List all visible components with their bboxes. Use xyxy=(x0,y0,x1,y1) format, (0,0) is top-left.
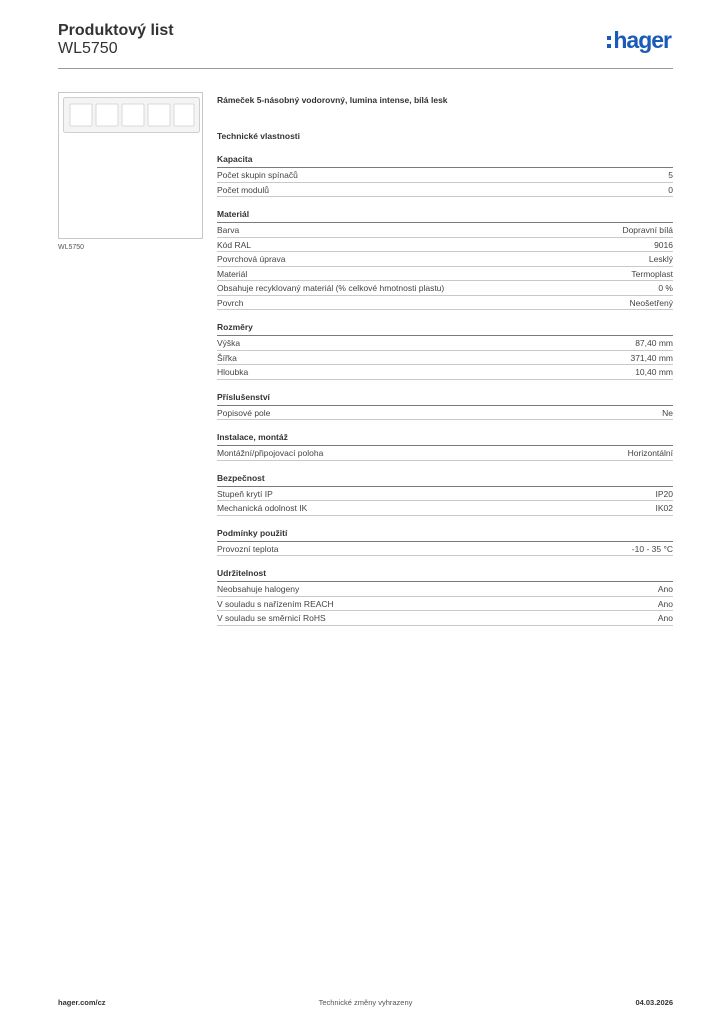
section-title: Bezpečnost xyxy=(217,472,673,487)
spec-label: Materiál xyxy=(217,268,248,279)
document-title: Produktový list xyxy=(58,22,174,39)
spec-label: V souladu s nařízením REACH xyxy=(217,598,334,609)
spec-value: 5 xyxy=(668,170,673,180)
spec-row xyxy=(217,351,673,366)
spec-row xyxy=(217,183,673,198)
spec-label: Montážní/připojovací poloha xyxy=(217,448,324,458)
spec-value: 371,40 mm xyxy=(630,352,673,363)
footer-website-link[interactable]: hager.com/cz xyxy=(58,998,106,1007)
spec-value: Neošetřený xyxy=(629,297,673,308)
spec-value: Ano xyxy=(657,598,673,609)
footer-notice: Technické změny vyhrazeny xyxy=(318,998,413,1007)
spec-row xyxy=(217,582,673,597)
page-header xyxy=(58,22,673,70)
spec-section xyxy=(217,391,673,421)
spec-value: IP20 xyxy=(655,488,673,499)
page-footer xyxy=(58,998,673,1010)
footer-date: 04.03.2026 xyxy=(635,998,673,1007)
spec-value: Ano xyxy=(657,613,673,623)
spec-row xyxy=(217,223,673,238)
spec-label: V souladu se směrnicí RoHS xyxy=(217,613,326,623)
section-title: Podmínky použití xyxy=(217,527,673,542)
spec-value: 0 xyxy=(668,184,673,195)
section-title: Příslušenství xyxy=(217,391,673,406)
logo-dots-icon xyxy=(607,36,611,48)
product-name: Rámeček 5-násobný vodorovný, lumina intense, bílá lesk xyxy=(217,95,448,105)
spec-label: Povrchová úprava xyxy=(217,254,286,264)
spec-row xyxy=(217,296,673,311)
spec-label: Neobsahuje halogeny xyxy=(217,584,300,594)
spec-section xyxy=(217,153,673,197)
spec-value: Termoplast xyxy=(631,268,673,279)
spec-value: 9016 xyxy=(654,239,673,250)
spec-label: Počet modulů xyxy=(217,184,269,195)
section-title: Rozměry xyxy=(217,321,673,336)
spec-row xyxy=(217,501,673,516)
spec-value: Ano xyxy=(657,584,673,594)
logo-text: hager xyxy=(613,27,671,53)
spec-section xyxy=(217,321,673,380)
spec-value: Horizontální xyxy=(627,448,673,458)
spec-section xyxy=(217,527,673,557)
spec-section xyxy=(217,567,673,626)
spec-value: Ne xyxy=(662,407,673,418)
spec-section xyxy=(217,208,673,310)
spec-row xyxy=(217,365,673,380)
spec-value: 0 % xyxy=(658,283,673,293)
spec-label: Šířka xyxy=(217,352,237,363)
spec-value: IK02 xyxy=(655,503,673,513)
spec-label: Mechanická odolnost IK xyxy=(217,503,308,513)
spec-label: Povrch xyxy=(217,297,244,308)
spec-sections xyxy=(217,153,673,626)
spec-row xyxy=(217,252,673,267)
header-divider xyxy=(58,68,673,69)
section-title: Materiál xyxy=(217,208,673,223)
section-title: Instalace, montáž xyxy=(217,431,673,446)
spec-row xyxy=(217,487,673,502)
image-caption: WL5750 xyxy=(58,244,85,251)
spec-row xyxy=(217,446,673,461)
spec-label: Hloubka xyxy=(217,367,249,377)
spec-section xyxy=(217,431,673,461)
section-title: Kapacita xyxy=(217,153,673,168)
spec-row xyxy=(217,542,673,557)
spec-value: 87,40 mm xyxy=(635,338,673,348)
product-details xyxy=(217,94,673,626)
spec-row xyxy=(217,168,673,183)
spec-label: Kód RAL xyxy=(217,239,252,250)
technical-properties-heading: Technické vlastnosti xyxy=(217,131,300,141)
spec-value: Lesklý xyxy=(648,254,673,264)
spec-value: -10 - 35 °C xyxy=(631,543,673,554)
spec-label: Stupeň krytí IP xyxy=(217,488,273,499)
spec-row xyxy=(217,611,673,626)
spec-row xyxy=(217,281,673,296)
spec-label: Obsahuje recyklovaný materiál (% celkové hmotnosti plastu) xyxy=(217,283,445,293)
spec-section xyxy=(217,472,673,516)
section-title: Udržitelnost xyxy=(217,567,673,582)
spec-row xyxy=(217,336,673,351)
spec-value: 10,40 mm xyxy=(635,367,673,377)
hager-logo[interactable] xyxy=(607,28,671,52)
spec-row xyxy=(217,267,673,282)
spec-row xyxy=(217,406,673,421)
spec-label: Popisové pole xyxy=(217,407,271,418)
spec-value: Dopravní bílá xyxy=(622,225,673,235)
spec-label: Počet skupin spínačů xyxy=(217,170,298,180)
product-code: WL5750 xyxy=(58,40,118,57)
product-image xyxy=(58,92,203,239)
five-gang-frame-icon xyxy=(63,97,200,133)
spec-label: Výška xyxy=(217,338,241,348)
spec-row xyxy=(217,597,673,612)
spec-label: Barva xyxy=(217,225,240,235)
spec-row xyxy=(217,238,673,253)
spec-label: Provozní teplota xyxy=(217,543,279,554)
